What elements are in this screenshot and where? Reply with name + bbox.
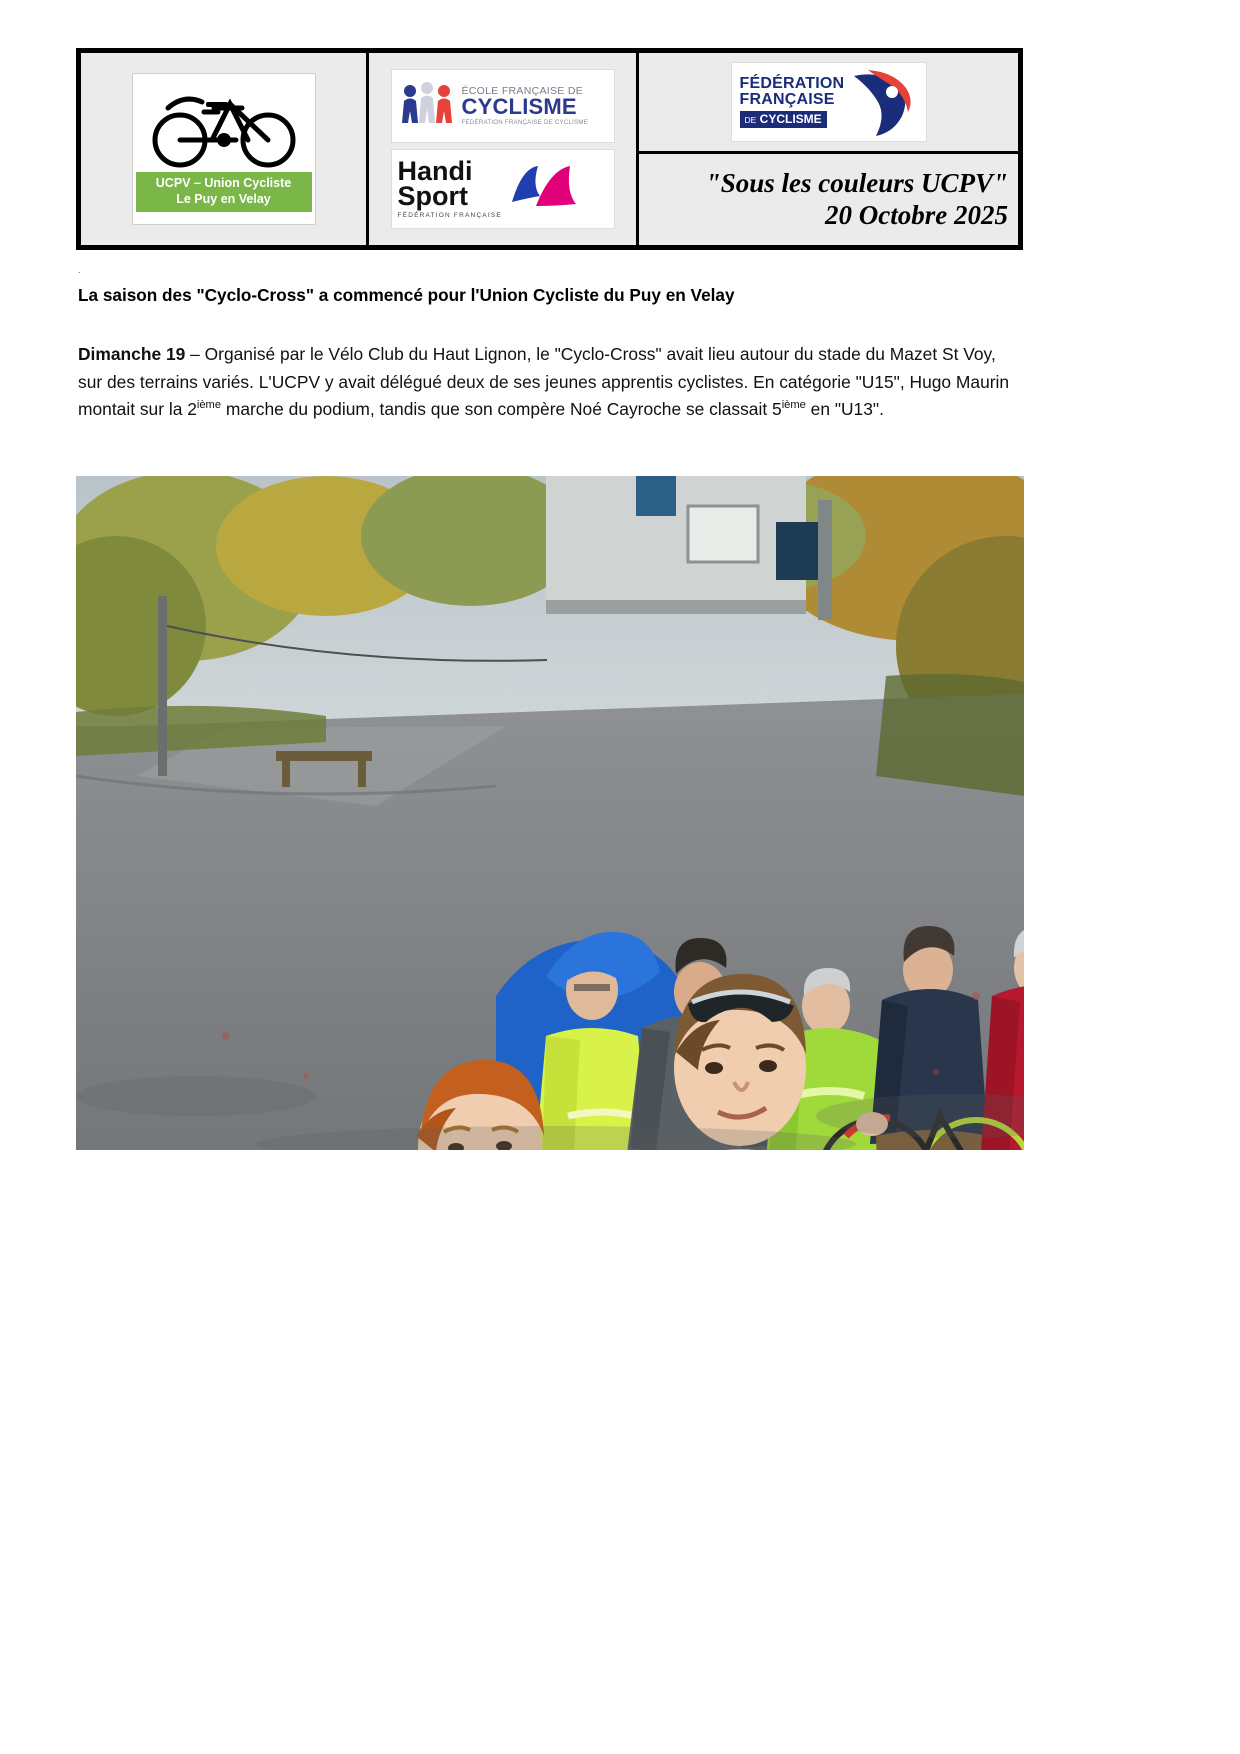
ffc-line2: FRANÇAISE xyxy=(739,90,835,108)
article-sup-1: ième xyxy=(196,399,222,412)
header-cell-ucpv xyxy=(81,53,369,245)
article-paragraph-part2: marche du podium, tandis que son compère Noé Cayroche se classait 5 xyxy=(221,399,782,419)
article-lead: La saison des "Cyclo-Cross" a commencé pour l'Union Cycliste du Puy en Velay xyxy=(78,285,735,305)
header-title-block xyxy=(639,154,1018,245)
efc-sub-text: FÉDÉRATION FRANÇAISE DE CYCLISME xyxy=(461,119,589,127)
ucpv-logo-line2: Le Puy en Velay xyxy=(176,191,271,206)
handisport-line1: Handi xyxy=(397,156,473,187)
handisport-sub: FÉDÉRATION FRANÇAISE xyxy=(397,211,502,219)
article-paragraph-date: Dimanche 19 xyxy=(78,344,186,364)
handisport-logo xyxy=(391,149,615,229)
three-cyclists-icon xyxy=(398,77,456,135)
podium-photo xyxy=(76,476,1024,1150)
paragraph-marker: . xyxy=(78,265,81,275)
efc-top-text: ÉCOLE FRANÇAISE DE xyxy=(461,84,584,97)
header-ffc-slot xyxy=(639,53,1018,154)
header-cell-title xyxy=(639,53,1018,245)
article-paragraph-part1: – Organisé par le Vélo Club du Haut Lignon, le "Cyclo-Cross" avait lieu autour du stade du Mazet St Voy, sur des terrains variés. L'UCPV y avait délégué deux de ses jeunes apprentis cyclistes. En catégorie "U15", Hugo Maurin montait sur la 2 xyxy=(78,344,1010,419)
ucpv-logo xyxy=(132,73,316,225)
article-sup-2: ième xyxy=(781,399,806,412)
ffc-badge xyxy=(740,111,827,128)
header-title-line1: "Sous les couleurs UCPV" xyxy=(705,167,1008,198)
ffc-badge-prefix: DE xyxy=(744,115,757,126)
ffc-logo xyxy=(731,62,927,142)
ucpv-logo-line1: UCPV – Union Cycliste xyxy=(155,176,292,190)
ffc-badge-text: CYCLISME xyxy=(759,112,822,127)
header-title-line2: 20 Octobre 2025 xyxy=(825,199,1008,230)
ffc-cyclist-icon xyxy=(846,66,916,138)
document-header-banner xyxy=(76,48,1023,250)
bicycle-icon xyxy=(144,78,304,170)
ucpv-logo-band xyxy=(136,172,312,212)
header-cell-federations xyxy=(369,53,639,245)
ecole-francaise-cyclisme-logo xyxy=(391,69,615,143)
ffc-line1: FÉDÉRATION xyxy=(739,74,845,92)
efc-main-text: CYCLISME xyxy=(461,94,577,120)
handisport-line2: Sport xyxy=(397,181,468,212)
article-paragraph-part3: en "U13". xyxy=(805,399,884,419)
podium-photo-illustration xyxy=(76,476,1024,1150)
article-paragraph xyxy=(78,341,1023,424)
handisport-swoosh-icon xyxy=(506,162,584,216)
